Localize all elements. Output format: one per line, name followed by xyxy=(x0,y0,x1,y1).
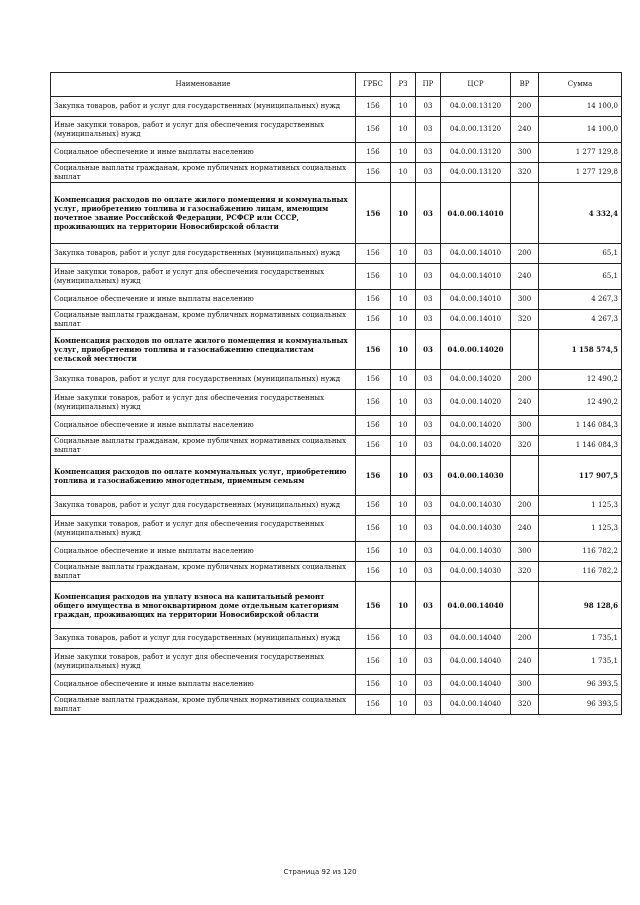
row-name: Социальное обеспечение и иные выплаты населению xyxy=(51,143,356,163)
row-rz: 10 xyxy=(391,330,416,370)
row-sum: 116 782,2 xyxy=(539,562,622,582)
row-grbs: 156 xyxy=(356,629,391,649)
row-grbs: 156 xyxy=(356,310,391,330)
row-name: Социальное обеспечение и иные выплаты населению xyxy=(51,542,356,562)
row-name: Социальные выплаты гражданам, кроме публичных нормативных социальных выплат xyxy=(51,562,356,582)
row-vr: 240 xyxy=(511,516,539,542)
row-name: Иные закупки товаров, работ и услуг для обеспечения государственных (муниципальных) нужд xyxy=(51,516,356,542)
row-csr: 04.0.00.13120 xyxy=(441,117,511,143)
row-sum: 1 277 129,8 xyxy=(539,163,622,183)
row-pr: 03 xyxy=(416,330,441,370)
row-pr: 03 xyxy=(416,370,441,390)
row-sum: 1 125,3 xyxy=(539,516,622,542)
row-sum: 12 490,2 xyxy=(539,390,622,416)
row-grbs: 156 xyxy=(356,163,391,183)
table-row xyxy=(51,562,622,582)
row-rz: 10 xyxy=(391,390,416,416)
row-sum: 1 158 574,5 xyxy=(539,330,622,370)
row-rz: 10 xyxy=(391,310,416,330)
row-csr: 04.0.00.14020 xyxy=(441,370,511,390)
row-name: Компенсация расходов на уплату взноса на капитальный ремонт общего имущества в многоквартирном доме отдельным категориям граждан, проживающих на территории Новосибирской области xyxy=(51,582,356,629)
row-name: Закупка товаров, работ и услуг для государственных (муниципальных) нужд xyxy=(51,97,356,117)
row-grbs: 156 xyxy=(356,562,391,582)
row-grbs: 156 xyxy=(356,330,391,370)
row-csr: 04.0.00.14010 xyxy=(441,244,511,264)
row-csr: 04.0.00.14020 xyxy=(441,416,511,436)
row-grbs: 156 xyxy=(356,183,391,244)
row-sum: 4 267,3 xyxy=(539,290,622,310)
row-name: Закупка товаров, работ и услуг для государственных (муниципальных) нужд xyxy=(51,629,356,649)
row-sum: 12 490,2 xyxy=(539,370,622,390)
row-pr: 03 xyxy=(416,629,441,649)
row-csr: 04.0.00.14020 xyxy=(441,436,511,456)
row-rz: 10 xyxy=(391,143,416,163)
row-vr: 200 xyxy=(511,496,539,516)
row-name: Иные закупки товаров, работ и услуг для обеспечения государственных (муниципальных) нужд xyxy=(51,649,356,675)
header-sum: Сумма xyxy=(539,73,622,97)
row-grbs: 156 xyxy=(356,416,391,436)
row-pr: 03 xyxy=(416,390,441,416)
row-csr: 04.0.00.14010 xyxy=(441,264,511,290)
table-body xyxy=(51,97,622,715)
table-row-section xyxy=(51,183,622,244)
row-rz: 10 xyxy=(391,264,416,290)
row-vr: 300 xyxy=(511,143,539,163)
row-csr: 04.0.00.14010 xyxy=(441,290,511,310)
row-pr: 03 xyxy=(416,649,441,675)
table-row xyxy=(51,695,622,715)
row-vr xyxy=(511,183,539,244)
row-sum: 117 907,5 xyxy=(539,456,622,496)
row-grbs: 156 xyxy=(356,496,391,516)
table-row xyxy=(51,496,622,516)
row-sum: 1 735,1 xyxy=(539,649,622,675)
row-vr: 320 xyxy=(511,436,539,456)
budget-table-container xyxy=(50,72,621,715)
row-rz: 10 xyxy=(391,675,416,695)
row-csr: 04.0.00.14010 xyxy=(441,183,511,244)
row-vr xyxy=(511,582,539,629)
row-grbs: 156 xyxy=(356,264,391,290)
row-csr: 04.0.00.14040 xyxy=(441,695,511,715)
row-pr: 03 xyxy=(416,183,441,244)
row-pr: 03 xyxy=(416,562,441,582)
row-grbs: 156 xyxy=(356,516,391,542)
row-name: Социальные выплаты гражданам, кроме публичных нормативных социальных выплат xyxy=(51,695,356,715)
row-sum: 116 782,2 xyxy=(539,542,622,562)
row-vr: 200 xyxy=(511,97,539,117)
row-csr: 04.0.00.14040 xyxy=(441,629,511,649)
row-pr: 03 xyxy=(416,456,441,496)
row-grbs: 156 xyxy=(356,97,391,117)
row-vr: 320 xyxy=(511,695,539,715)
table-row xyxy=(51,310,622,330)
header-csr: ЦСР xyxy=(441,73,511,97)
row-rz: 10 xyxy=(391,496,416,516)
row-grbs: 156 xyxy=(356,675,391,695)
row-grbs: 156 xyxy=(356,456,391,496)
row-csr: 04.0.00.14030 xyxy=(441,496,511,516)
row-name: Закупка товаров, работ и услуг для государственных (муниципальных) нужд xyxy=(51,244,356,264)
page-number: Страница 92 из 120 xyxy=(283,868,357,876)
row-grbs: 156 xyxy=(356,542,391,562)
row-grbs: 156 xyxy=(356,436,391,456)
row-rz: 10 xyxy=(391,436,416,456)
row-name: Социальные выплаты гражданам, кроме публичных нормативных социальных выплат xyxy=(51,163,356,183)
table-row xyxy=(51,629,622,649)
row-rz: 10 xyxy=(391,456,416,496)
row-grbs: 156 xyxy=(356,582,391,629)
row-sum: 1 146 084,3 xyxy=(539,436,622,456)
row-name: Компенсация расходов по оплате жилого помещения и коммунальных услуг, приобретению топлива и газоснабжению лицам, имеющим почетное звание Российской Федерации, РСФСР или СССР, проживающих на территории Новосибирской области xyxy=(51,183,356,244)
row-pr: 03 xyxy=(416,117,441,143)
row-grbs: 156 xyxy=(356,244,391,264)
table-row xyxy=(51,244,622,264)
row-sum: 4 267,3 xyxy=(539,310,622,330)
row-sum: 1 735,1 xyxy=(539,629,622,649)
row-rz: 10 xyxy=(391,370,416,390)
row-pr: 03 xyxy=(416,496,441,516)
table-header-row xyxy=(51,73,622,97)
row-rz: 10 xyxy=(391,516,416,542)
table-row xyxy=(51,516,622,542)
row-vr: 320 xyxy=(511,310,539,330)
row-grbs: 156 xyxy=(356,390,391,416)
header-vr: ВР xyxy=(511,73,539,97)
row-name: Социальные выплаты гражданам, кроме публичных нормативных социальных выплат xyxy=(51,310,356,330)
row-vr: 240 xyxy=(511,264,539,290)
row-name: Иные закупки товаров, работ и услуг для обеспечения государственных (муниципальных) нужд xyxy=(51,390,356,416)
row-rz: 10 xyxy=(391,695,416,715)
row-name: Социальное обеспечение и иные выплаты населению xyxy=(51,290,356,310)
row-vr: 300 xyxy=(511,416,539,436)
row-name: Компенсация расходов по оплате жилого помещения и коммунальных услуг, приобретению топлива и газоснабжению специалистам сельской местности xyxy=(51,330,356,370)
header-rz: РЗ xyxy=(391,73,416,97)
table-row xyxy=(51,436,622,456)
row-pr: 03 xyxy=(416,143,441,163)
row-csr: 04.0.00.14010 xyxy=(441,310,511,330)
header-name: Наименование xyxy=(51,73,356,97)
row-vr: 300 xyxy=(511,290,539,310)
row-sum: 98 128,6 xyxy=(539,582,622,629)
row-vr xyxy=(511,330,539,370)
row-rz: 10 xyxy=(391,649,416,675)
row-pr: 03 xyxy=(416,516,441,542)
header-grbs: ГРБС xyxy=(356,73,391,97)
row-grbs: 156 xyxy=(356,370,391,390)
row-rz: 10 xyxy=(391,97,416,117)
row-csr: 04.0.00.14040 xyxy=(441,582,511,629)
row-rz: 10 xyxy=(391,416,416,436)
row-csr: 04.0.00.13120 xyxy=(441,97,511,117)
table-row xyxy=(51,97,622,117)
row-rz: 10 xyxy=(391,542,416,562)
row-vr: 300 xyxy=(511,675,539,695)
row-vr: 240 xyxy=(511,117,539,143)
row-csr: 04.0.00.14020 xyxy=(441,330,511,370)
row-csr: 04.0.00.14030 xyxy=(441,516,511,542)
table-row xyxy=(51,370,622,390)
row-vr: 320 xyxy=(511,562,539,582)
row-sum: 4 332,4 xyxy=(539,183,622,244)
row-rz: 10 xyxy=(391,183,416,244)
row-csr: 04.0.00.14020 xyxy=(441,390,511,416)
row-pr: 03 xyxy=(416,416,441,436)
row-vr: 300 xyxy=(511,542,539,562)
row-csr: 04.0.00.13120 xyxy=(441,143,511,163)
row-rz: 10 xyxy=(391,163,416,183)
row-name: Иные закупки товаров, работ и услуг для обеспечения государственных (муниципальных) нужд xyxy=(51,117,356,143)
row-vr: 200 xyxy=(511,370,539,390)
row-pr: 03 xyxy=(416,264,441,290)
row-rz: 10 xyxy=(391,629,416,649)
row-csr: 04.0.00.14030 xyxy=(441,542,511,562)
table-row-section xyxy=(51,456,622,496)
table-row xyxy=(51,675,622,695)
row-rz: 10 xyxy=(391,562,416,582)
row-rz: 10 xyxy=(391,582,416,629)
row-csr: 04.0.00.14040 xyxy=(441,649,511,675)
row-name: Закупка товаров, работ и услуг для государственных (муниципальных) нужд xyxy=(51,370,356,390)
row-vr: 240 xyxy=(511,649,539,675)
row-grbs: 156 xyxy=(356,143,391,163)
row-csr: 04.0.00.13120 xyxy=(441,163,511,183)
budget-table xyxy=(50,72,622,715)
row-grbs: 156 xyxy=(356,290,391,310)
row-pr: 03 xyxy=(416,695,441,715)
row-sum: 96 393,5 xyxy=(539,695,622,715)
row-pr: 03 xyxy=(416,244,441,264)
row-sum: 65,1 xyxy=(539,264,622,290)
row-pr: 03 xyxy=(416,582,441,629)
row-csr: 04.0.00.14040 xyxy=(441,675,511,695)
row-rz: 10 xyxy=(391,244,416,264)
table-row xyxy=(51,542,622,562)
row-sum: 1 277 129,8 xyxy=(539,143,622,163)
header-pr: ПР xyxy=(416,73,441,97)
row-rz: 10 xyxy=(391,117,416,143)
row-vr: 200 xyxy=(511,629,539,649)
row-name: Компенсация расходов по оплате коммунальных услуг, приобретению топлива и газоснабжению многодетным, приемным семьям xyxy=(51,456,356,496)
row-vr: 240 xyxy=(511,390,539,416)
table-row-section xyxy=(51,330,622,370)
row-vr xyxy=(511,456,539,496)
row-grbs: 156 xyxy=(356,117,391,143)
row-vr: 320 xyxy=(511,163,539,183)
row-sum: 96 393,5 xyxy=(539,675,622,695)
row-pr: 03 xyxy=(416,163,441,183)
row-vr: 200 xyxy=(511,244,539,264)
table-row xyxy=(51,143,622,163)
row-rz: 10 xyxy=(391,290,416,310)
table-row xyxy=(51,117,622,143)
row-pr: 03 xyxy=(416,290,441,310)
row-sum: 14 100,0 xyxy=(539,97,622,117)
row-grbs: 156 xyxy=(356,649,391,675)
row-csr: 04.0.00.14030 xyxy=(441,456,511,496)
row-csr: 04.0.00.14030 xyxy=(441,562,511,582)
row-grbs: 156 xyxy=(356,695,391,715)
table-row xyxy=(51,290,622,310)
row-pr: 03 xyxy=(416,310,441,330)
row-sum: 14 100,0 xyxy=(539,117,622,143)
row-sum: 1 146 084,3 xyxy=(539,416,622,436)
row-pr: 03 xyxy=(416,542,441,562)
row-name: Иные закупки товаров, работ и услуг для обеспечения государственных (муниципальных) нужд xyxy=(51,264,356,290)
row-name: Социальные выплаты гражданам, кроме публичных нормативных социальных выплат xyxy=(51,436,356,456)
table-row xyxy=(51,163,622,183)
row-name: Закупка товаров, работ и услуг для государственных (муниципальных) нужд xyxy=(51,496,356,516)
table-row xyxy=(51,649,622,675)
row-pr: 03 xyxy=(416,436,441,456)
row-pr: 03 xyxy=(416,97,441,117)
table-row xyxy=(51,390,622,416)
row-pr: 03 xyxy=(416,675,441,695)
row-sum: 65,1 xyxy=(539,244,622,264)
table-row xyxy=(51,416,622,436)
row-name: Социальное обеспечение и иные выплаты населению xyxy=(51,675,356,695)
row-sum: 1 125,3 xyxy=(539,496,622,516)
table-row-section xyxy=(51,582,622,629)
row-name: Социальное обеспечение и иные выплаты населению xyxy=(51,416,356,436)
table-row xyxy=(51,264,622,290)
